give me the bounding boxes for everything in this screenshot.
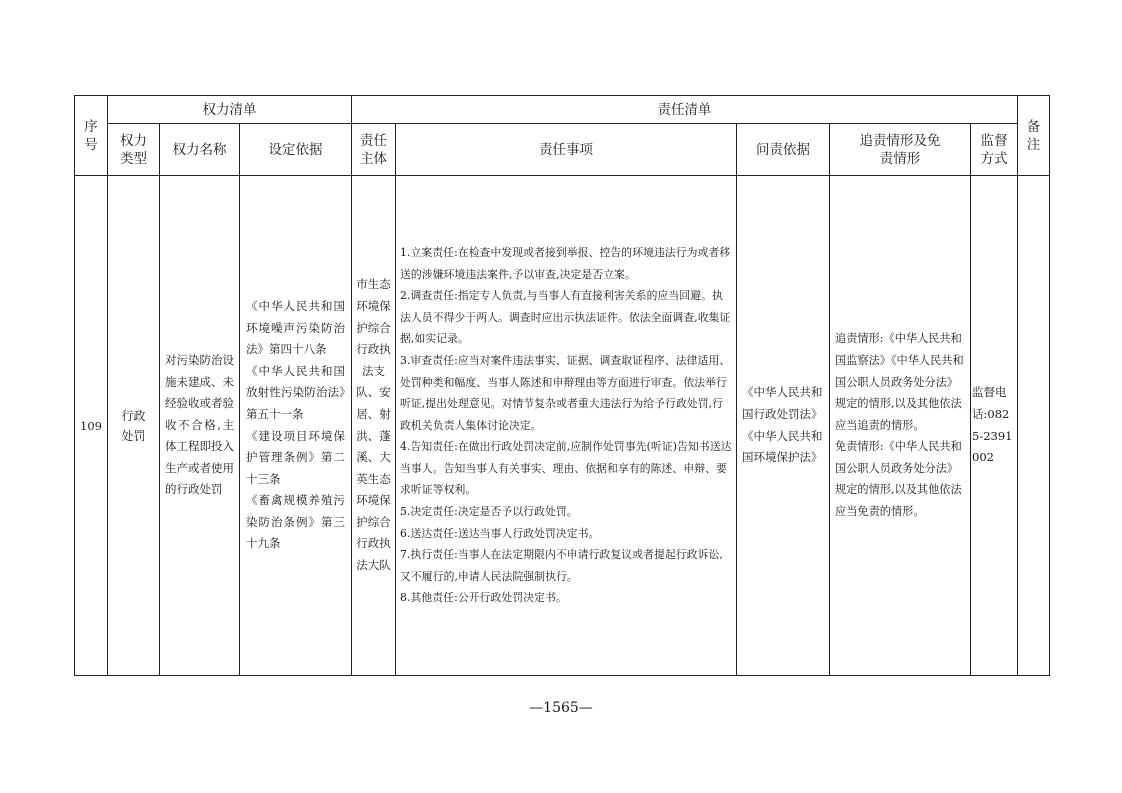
responsibility-table: [74, 95, 1050, 676]
header-supervision: 监督方式: [971, 124, 1018, 176]
duty-item: 4.告知责任:在做出行政处罚决定前,应制作处罚事先(听证)告知书送达当事人。告知当事人有关事实、理由、依据和享有的陈述、申辩、要求听证等权利。: [400, 440, 732, 497]
header-duty-items: 责任事项: [396, 124, 737, 176]
header-duty-list: 责任清单: [352, 96, 1018, 124]
header-power-list: 权力清单: [108, 96, 352, 124]
header-power-name: 权力名称: [160, 124, 240, 176]
cell-duty-subject: 市生态环境保护综合行政执法支队、安居、射洪、蓬溪、大英生态环境保护综合行政执法大队: [352, 176, 396, 676]
cell-basis: [240, 176, 352, 676]
header-power-type: 权力类型: [108, 124, 160, 176]
basis-item: 《中华人民共和国放射性污染防治法》第五十一条: [246, 363, 346, 421]
account-cases-list: [830, 328, 970, 522]
basis-item: 《中华人民共和国环境噪声污染防治法》第四十八条: [246, 298, 346, 357]
header-duty-subject: 责任主体: [352, 124, 396, 176]
duty-item: 6.送达责任:送达当事人行政处罚决定书。: [400, 526, 600, 540]
duty-item: 2.调查责任:指定专人负责,与当事人有直接利害关系的应当回避。执法人员不得少于两人。调查时应出示执法证件。依法全面调查,收集证据,如实记录。: [400, 289, 731, 346]
basis-list: [240, 296, 351, 555]
duty-item: 8.其他责任:公开行政处罚决定书。: [400, 591, 567, 605]
page-number: —1565—: [529, 700, 593, 716]
cell-duty-items: [396, 176, 737, 676]
cell-remark: [1018, 176, 1050, 676]
header-account-basis: 问责依据: [737, 124, 830, 176]
duty-items-list: [396, 242, 736, 609]
header-remark: 备注: [1018, 96, 1050, 176]
cell-account-basis: 《中华人民共和国行政处罚法》《中华人民共和国环境保护法》: [737, 176, 830, 676]
header-seq: 序号: [75, 96, 108, 176]
cell-seq: 109: [75, 176, 108, 676]
duty-item: 1.立案责任:在检查中发现或者接到举报、控告的环境违法行为或者移送的涉嫌环境违法案件,予以审查,决定是否立案。: [400, 245, 731, 281]
duty-item: 7.执行责任:当事人在法定期限内不申请行政复议或者提起行政诉讼,又不履行的,申请人民法院强制执行。: [400, 548, 723, 583]
basis-item: 《畜禽规模养殖污染防治条例》第三十九条: [246, 493, 346, 551]
header-basis: 设定依据: [240, 124, 352, 176]
account-case-item: 免责情形:《中华人民共和国公职人员政务处分法》规定的情形,以及其他依法应当免责的情形。: [835, 440, 962, 519]
cell-power-type: 行政处罚: [108, 176, 160, 676]
duty-item: 5.决定责任:决定是否予以行政处罚。: [400, 505, 578, 519]
cell-power-name: 对污染防治设施未建成、未经验收或者验收不合格,主体工程即投入生产或者使用的行政处罚: [160, 176, 240, 676]
cell-account-cases: [830, 176, 971, 676]
duty-item: 3.审查责任:应当对案件违法事实、证据、调查取证程序、法律适用、处罚种类和幅度、当事人陈述和申辩理由等方面进行审查。依法举行听证,提出处理意见。对情节复杂或者重大违法行为给予行政处罚,行政机关负责人集体讨论决定。: [400, 353, 731, 432]
account-case-item: 追责情形:《中华人民共和国监察法》《中华人民共和国公职人员政务处分法》规定的情形,以及其他依法应当追责的情形。: [835, 332, 964, 432]
header-account-cases: 追责情形及免责情形: [830, 124, 971, 176]
cell-supervision: 监督电话:0825-2391002: [971, 176, 1018, 676]
basis-item: 《建设项目环境保护管理条例》第二十三条: [246, 428, 346, 486]
